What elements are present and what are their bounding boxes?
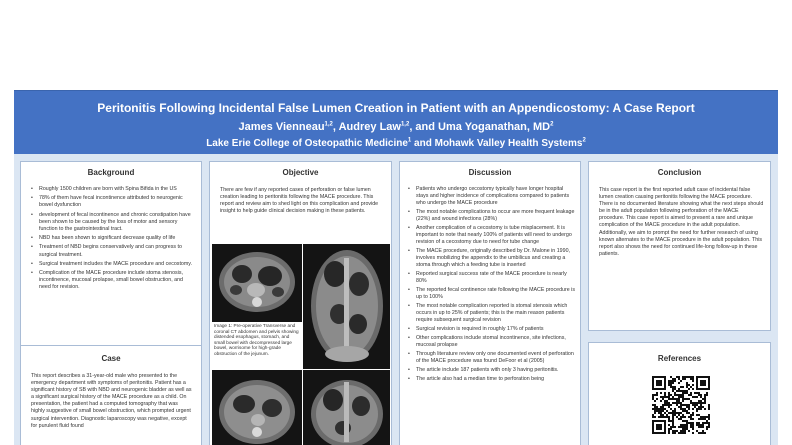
affiliation-name: Lake Erie College of Osteopathic Medicine xyxy=(206,138,408,149)
author-superscript: 1,2 xyxy=(324,121,333,128)
author-name: Uma Yoganathan, MD xyxy=(438,121,551,133)
discussion-bullet: • The reported fecal continence rate following the MACE procedure is up to 100% xyxy=(408,287,576,301)
ct-coronal-image xyxy=(303,244,390,369)
background-bullet: • Treatment of NBD begins conservatively and can progress to surgical treatment. xyxy=(31,244,195,258)
affiliation-line xyxy=(14,138,778,149)
affiliation-superscript: 2 xyxy=(582,137,586,144)
objective-text: There are few if any reported cases of perforation or false lumen creation leading to peritonitis following the MACE procedure. This report and review aim to shed light on this complication and provide insight to help guide clinical decision making in these patients. xyxy=(220,187,379,215)
discussion-heading: Discussion xyxy=(468,168,512,177)
author-line xyxy=(14,121,778,133)
affiliation-separator: and xyxy=(411,138,435,149)
references-panel xyxy=(588,342,771,445)
author-separator: , xyxy=(332,121,339,133)
ct-coronal-image-lower xyxy=(303,370,390,445)
background-heading: Background xyxy=(87,168,135,177)
qr-code-icon[interactable] xyxy=(652,376,710,434)
references-heading: References xyxy=(657,354,702,363)
background-panel xyxy=(20,161,202,359)
discussion-bullet: • The article also had a median time to perforation being xyxy=(408,376,576,383)
background-bullet: • Complication of the MACE procedure include stoma stenosis, incontinence, mucosal prolapse, small bowel obstruction, and need for revision. xyxy=(31,270,195,291)
background-bullet: • Surgical treatment includes the MACE procedure and cecostomy. xyxy=(31,261,195,268)
author-superscript: 2 xyxy=(550,121,554,128)
ct-transverse-image xyxy=(212,244,302,322)
poster-title: Peritonitis Following Incidental False Lumen Creation in Patient with an Appendicostomy: A Case Report xyxy=(97,101,695,115)
affiliation-superscript: 1 xyxy=(407,137,412,144)
background-bullet: • Roughly 1500 children are born with Spina Bifida in the US xyxy=(31,186,195,193)
author-name: James Vienneau xyxy=(238,121,325,133)
ct-transverse-image-lower xyxy=(212,370,302,445)
discussion-bullet: • Patients who undergo cecostomy typically have longer hospital stays and higher incidence of complications compared to patients who undergo the MACE procedure xyxy=(408,186,576,207)
case-text: This report describes a 31-year-old male who presented to the emergency department with symptoms of peritonitis. Patient has a significant history of SB with NBD and neurogenic bladder as well as a significant surgical history of the MACE procedure as a child. On presentation, the patient had a computed tomography that was highly suggestive of small bowel obstruction, which prompted urgent surgical intervention. Diagnostic laparoscopy was negative, except for purulent fluid found xyxy=(31,373,192,429)
poster-header xyxy=(14,90,778,154)
discussion-bullet: • The most notable complications to occur are more frequent leakage (22%) and wound infections (28%) xyxy=(408,209,576,223)
background-bullet: • NBD has been shown to significant decrease quality of life xyxy=(31,235,195,242)
author-name: Audrey Law xyxy=(338,121,401,133)
author-separator: , and xyxy=(409,121,439,133)
case-panel xyxy=(20,345,202,445)
conclusion-text: This case report is the first reported adult case of incidental false lumen creation causing peritonitis following the MACE procedure. There is no documented literature showing what the next steps should be in the adult population following perforation of the MACE procedure. This case report is aimed to present a rare and unique complication of the MACE procedure in the adult population. Additionally, we aim to prompt the need for further research of using known alternates to the MACE procedure in the adult population. This report also shows the need for continued life-long follow-up in these patients. xyxy=(599,187,764,257)
discussion-bullet: • The MACE procedure, originally described by Dr. Malone in 1990, involves mobilizing the appendix to the umbilicus and creating a stoma through which a feeding tube is inserted xyxy=(408,248,576,269)
poster xyxy=(14,90,778,445)
discussion-bullet: • Surgical revision is required in roughly 17% of patients xyxy=(408,326,576,333)
affiliation-name: Mohawk Valley Health Systems xyxy=(434,138,583,149)
discussion-bullet: • The article include 187 patients with only 3 having peritonitis. xyxy=(408,367,576,374)
background-bullet-list xyxy=(31,186,195,294)
objective-heading: Objective xyxy=(282,168,319,177)
discussion-bullet: • Through literature review only one documented event of perforation of the MACE procedure was found DeFoor et al (2005) xyxy=(408,351,576,365)
ct-image-caption: Image 1: Pre-operative Transverse and coronal CT abdomen and pelvis showing distended esophagus, stomach, and small bowel with decompressed large bowel, worrisome for high-grade obstruction of the jejunum. xyxy=(212,322,302,369)
discussion-bullet-list xyxy=(408,186,576,385)
case-heading: Case xyxy=(101,354,121,363)
conclusion-panel xyxy=(588,161,771,331)
discussion-bullet: • Other complications include stomal incontinence, site infections, mucosal prolapse xyxy=(408,335,576,349)
discussion-bullet: • Another complication of a cecostomy is tube misplacement. It is important to note that nearly 100% of patients will need to undergo revision of a cecostomy due to need for tube change xyxy=(408,225,576,246)
conclusion-heading: Conclusion xyxy=(657,168,702,177)
objective-panel xyxy=(209,161,392,445)
discussion-panel xyxy=(399,161,581,445)
background-bullet: • development of fecal incontinence and chronic constipation have been shown to be caused by the loss of motor and sensory function to the gastrointestinal tract. xyxy=(31,212,195,233)
discussion-bullet: • Reported surgical success rate of the MACE procedure is nearly 80% xyxy=(408,271,576,285)
discussion-bullet: • The most notable complication reported is stomal stenosis which occurs in up to 25% of patients; this is the main reason patients require subsequent surgical revision xyxy=(408,303,576,324)
background-bullet: • 78% of them have fecal incontinence attributed to neurogenic bowel dysfunction xyxy=(31,195,195,209)
author-superscript: 1,2 xyxy=(400,121,410,128)
